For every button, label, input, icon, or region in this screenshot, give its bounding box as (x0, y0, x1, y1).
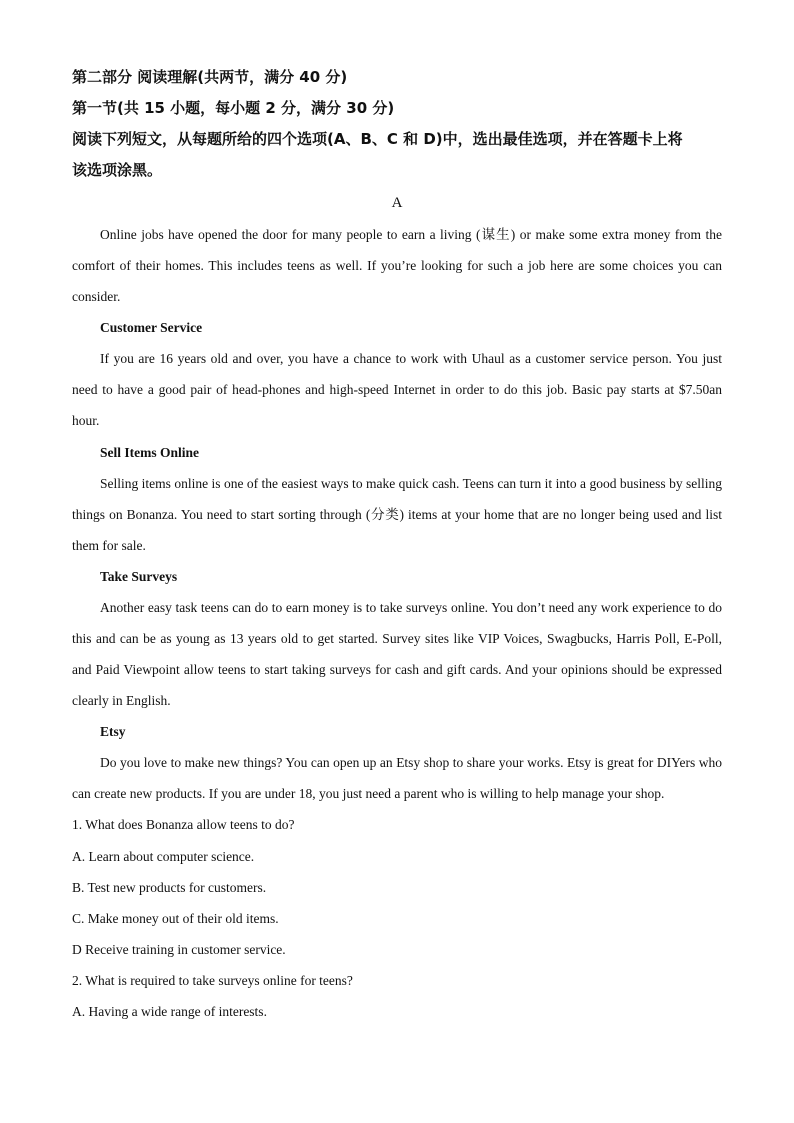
section-title-customer-service: Customer Service (100, 320, 203, 336)
question-2-stem: 2. What is required to take surveys online for teens? (72, 972, 353, 988)
section-text-sell-items-online: Selling items online is one of the easiest ways to make quick cash. Teens can turn it into a good business by selling things on Bonanza. You need to start sorting through (分类) items at your home that are no longer being used and list them for sale. (72, 475, 722, 553)
passage-label: A (391, 195, 403, 211)
passage-intro: Online jobs have opened the door for many people to earn a living (谋生) or make some extra money from the comfort of their homes. This includes teens as well. If you’re looking for such a job here are some choices you can consider. (72, 227, 722, 305)
question-1-option-b: B. Test new products for customers. (72, 879, 267, 895)
part-heading: 第二部分 阅读理解(共两节，满分 40 分) (72, 68, 348, 86)
question-1-option-c: C. Make money out of their old items. (72, 910, 279, 926)
question-1-stem: 1. What does Bonanza allow teens to do? (72, 817, 295, 833)
section-title-take-surveys: Take Surveys (100, 568, 178, 584)
section-heading: 第一节(共 15 小题，每小题 2 分，满分 30 分) (72, 99, 395, 117)
section-text-etsy: Do you love to make new things? You can open up an Etsy shop to share your works. Etsy is great for DIYers who can create new products. If you are under 18, you just need a parent who is willing to help manage your shop. (72, 755, 722, 802)
section-text-customer-service: If you are 16 years old and over, you have a chance to work with Uhaul as a customer service person. You just need to have a good pair of head-phones and high-speed Internet in order to do this job. Basic pay starts at $7.50an hour. (72, 351, 722, 429)
instruction-line-2: 该选项涂黑。 (72, 161, 163, 179)
section-title-sell-items-online: Sell Items Online (100, 444, 200, 460)
instruction-line-1: 阅读下列短文，从每题所给的四个选项(A、B、C 和 D)中，选出最佳选项，并在答题卡上将 (72, 130, 683, 148)
question-1-option-d: D Receive training in customer service. (72, 941, 286, 957)
section-title-etsy: Etsy (100, 724, 126, 740)
question-1-option-a: A. Learn about computer science. (72, 848, 255, 864)
question-2-option-a: A. Having a wide range of interests. (72, 1003, 267, 1019)
section-text-take-surveys: Another easy task teens can do to earn money is to take surveys online. You don’t need any work experience to do this and can be as young as 13 years old to get started. Survey sites like VIP Voices, Swagbucks, Harris Poll, E-Poll, and Paid Viewpoint allow teens to start taking surveys for cash and gift cards. And your opinions should be expressed clearly in English. (72, 599, 722, 709)
